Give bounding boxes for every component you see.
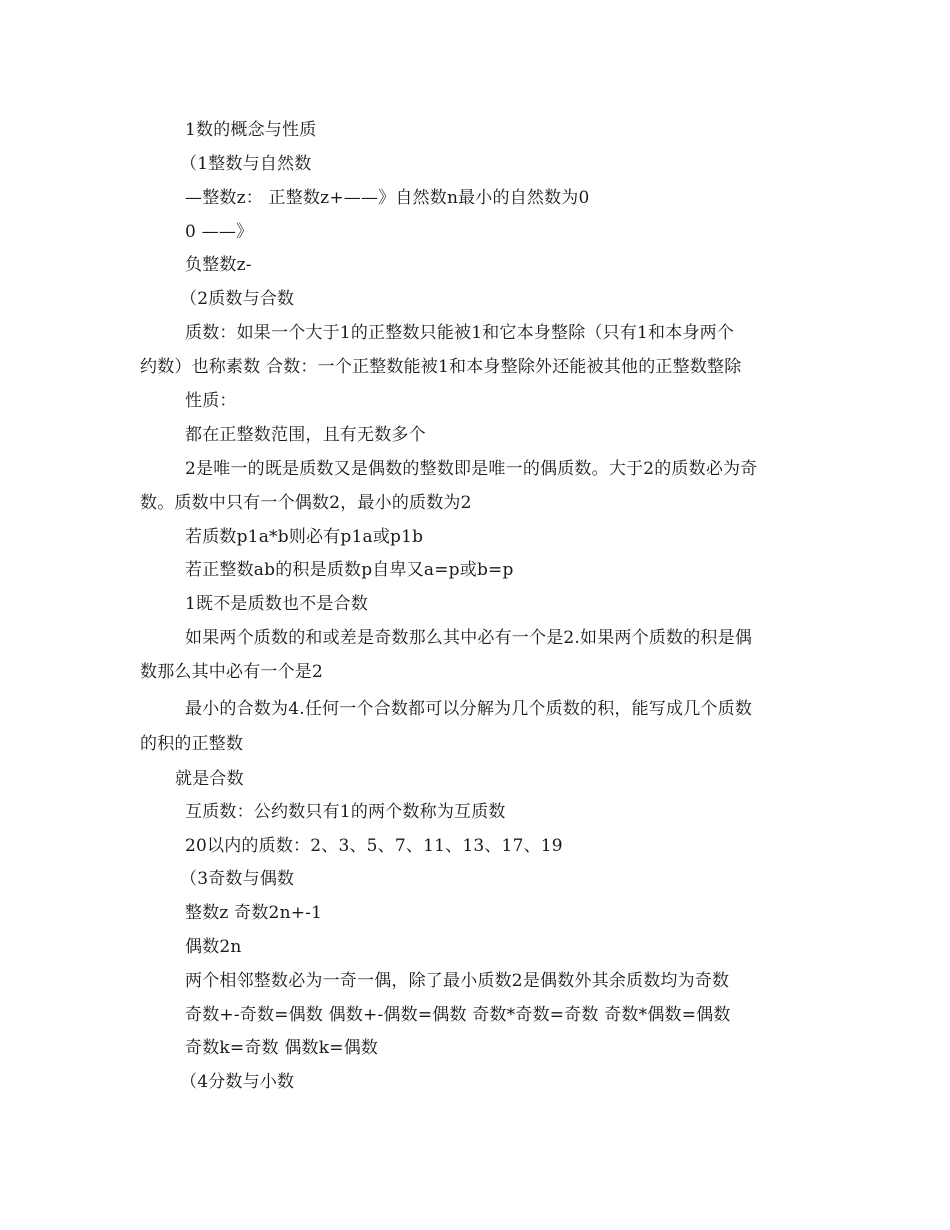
text-line-10: 都在正整数范围，且有无数多个 xyxy=(185,425,426,445)
text-line-28: 奇数k=奇数 偶数k=偶数 xyxy=(185,1038,379,1058)
text-line-14: 若正整数ab的积是质数p自卑又a=p或b=p xyxy=(185,560,514,580)
text-line-29: （4分数与小数 xyxy=(180,1072,295,1092)
text-line-25: 偶数2n xyxy=(185,937,242,957)
text-line-22: 20以内的质数：2、3、5、7、11、13、17、19 xyxy=(185,836,563,856)
text-line-23: （3奇数与偶数 xyxy=(180,869,295,889)
text-line-19: 的积的正整数 xyxy=(140,734,244,754)
text-line-4: 0 ——》 xyxy=(185,222,254,242)
text-line-6: （2质数与合数 xyxy=(180,289,295,309)
text-line-3: —整数z： 正整数z+——》自然数n最小的自然数为0 xyxy=(185,188,590,208)
text-line-20: 就是合数 xyxy=(175,769,244,789)
text-line-26: 两个相邻整数必为一奇一偶，除了最小质数2是偶数外其余质数均为奇数 xyxy=(185,971,730,991)
text-line-7: 质数：如果一个大于1的正整数只能被1和它本身整除（只有1和本身两个 xyxy=(185,323,735,343)
text-line-24: 整数z 奇数2n+-1 xyxy=(185,903,323,923)
text-line-17: 数那么其中必有一个是2 xyxy=(140,662,324,682)
text-line-13: 若质数p1a*b则必有p1a或p1b xyxy=(185,527,424,547)
text-line-12: 数。质数中只有一个偶数2，最小的质数为2 xyxy=(140,493,472,513)
text-line-9: 性质： xyxy=(185,391,237,411)
text-line-2: （1整数与自然数 xyxy=(180,154,312,174)
text-line-11: 2是唯一的既是质数又是偶数的整数即是唯一的偶质数。大于2的质数必为奇 xyxy=(185,459,758,479)
text-line-15: 1既不是质数也不是合数 xyxy=(185,594,369,614)
text-line-21: 互质数：公约数只有1的两个数称为互质数 xyxy=(185,802,506,822)
text-line-18: 最小的合数为4.任何一个合数都可以分解为几个质数的积，能写成几个质数 xyxy=(185,699,753,719)
text-line-27: 奇数+-奇数=偶数 偶数+-偶数=偶数 奇数*奇数=奇数 奇数*偶数=偶数 xyxy=(185,1005,731,1025)
text-line-16: 如果两个质数的和或差是奇数那么其中必有一个是2.如果两个质数的积是偶 xyxy=(185,628,753,648)
text-line-8: 约数）也称素数 合数：一个正整数能被1和本身整除外还能被其他的正整数整除 xyxy=(140,357,742,377)
text-line-5: 负整数z- xyxy=(185,255,252,275)
text-line-1: 1数的概念与性质 xyxy=(185,120,317,140)
